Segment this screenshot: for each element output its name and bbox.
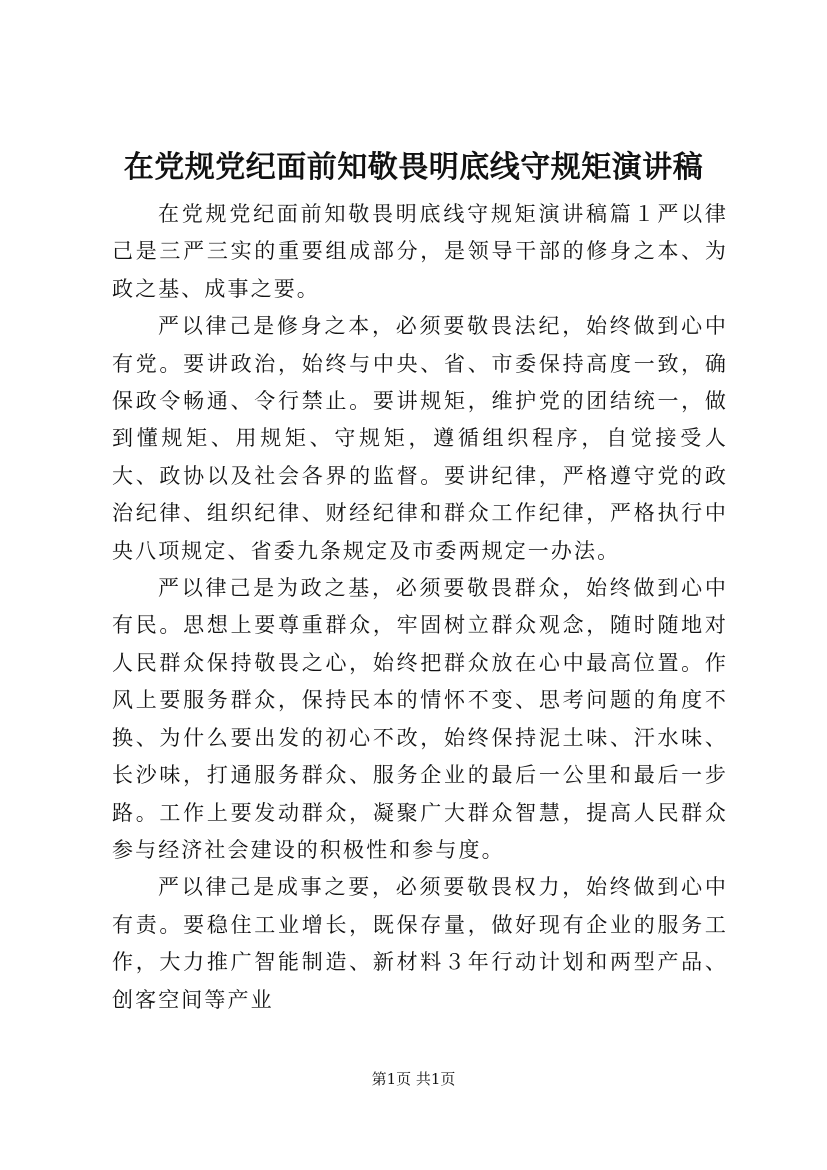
document-title: 在党规党纪面前知敬畏明底线守规矩演讲稿 (123, 150, 704, 185)
paragraph-2: 严以律己是修身之本，必须要敬畏法纪，始终做到心中有党。要讲政治，始终与中央、省、市委保持高度一致，确保政令畅通、令行禁止。要讲规矩，维护党的团结统一，做到懂规矩、用规矩、守规矩，遵循组织程序，自觉接受人大、政协以及社会各界的监督。要讲纪律，严格遵守党的政治纪律、组织纪律、财经纪律和群众工作纪律，严格执行中央八项规定、省委九条规定及市委两规定一办法。 (112, 314, 728, 563)
paragraph-3: 严以律己是为政之基，必须要敬畏群众，始终做到心中有民。思想上要尊重群众，牢固树立群众观念，随时随地对人民群众保持敬畏之心，始终把群众放在心中最高位置。作风上要服务群众，保持民本的情怀不变、思考问题的角度不换、为什么要出发的初心不改，始终保持泥土味、汗水味、长沙味，打通服务群众、服务企业的最后一公里和最后一步路。工作上要发动群众，凝聚广大群众智慧，提高人民群众参与经济社会建设的积极性和参与度。 (112, 576, 728, 862)
page-footer: 第1页 共1页 (371, 1070, 456, 1088)
paragraph-4: 严以律己是成事之要，必须要敬畏权力，始终做到心中有责。要稳住工业增长，既保存量，做好现有企业的服务工作，大力推广智能制造、新材料３年行动计划和两型产品、创客空间等产业 (112, 875, 728, 1012)
paragraph-1: 在党规党纪面前知敬畏明底线守规矩演讲稿篇１严以律己是三严三实的重要组成部分，是领导干部的修身之本、为政之基、成事之要。 (112, 202, 728, 301)
document-body (112, 196, 728, 1019)
